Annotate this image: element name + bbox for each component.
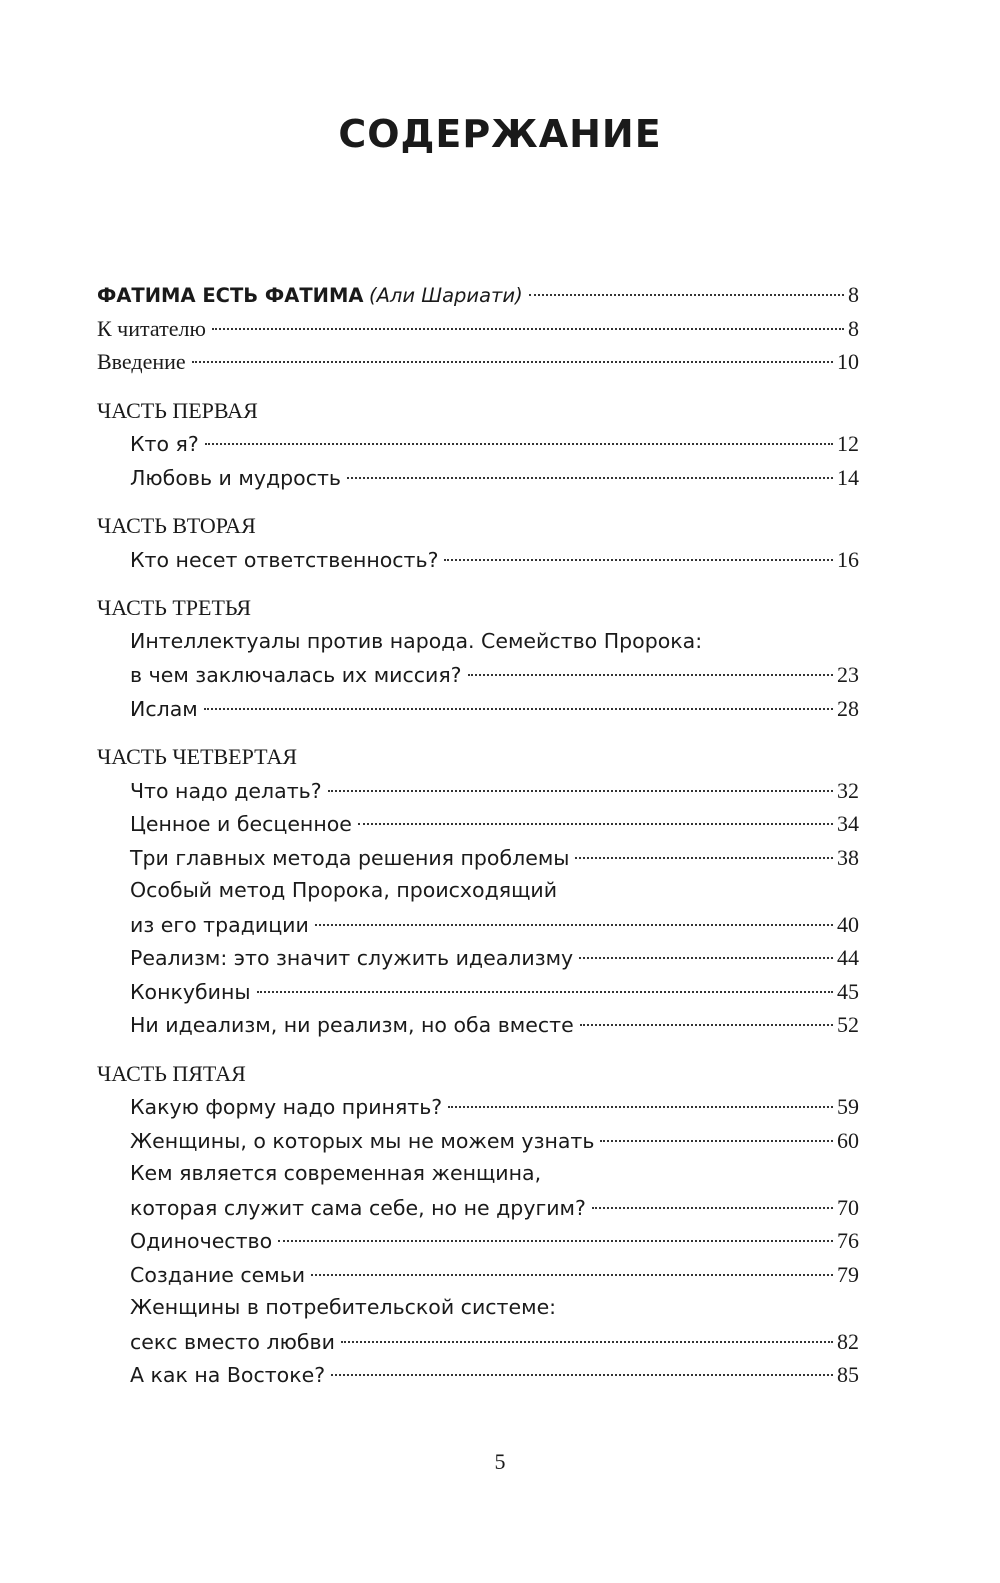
dot-leader — [204, 708, 833, 710]
toc-page-number: 82 — [837, 1328, 859, 1354]
toc-entry[interactable] — [97, 658, 859, 692]
toc-entry[interactable] — [97, 1325, 859, 1359]
toc-page-number: 79 — [837, 1261, 859, 1287]
toc-entry[interactable] — [97, 692, 859, 726]
toc-entry[interactable] — [97, 1008, 859, 1042]
toc-entry[interactable] — [97, 774, 859, 808]
part-heading: ЧАСТЬ ПЕРВАЯ — [97, 397, 258, 423]
toc-entry-title: К читателю — [97, 315, 206, 341]
toc-page-number: 38 — [837, 844, 859, 870]
toc-entry-title: в чем заключалась их миссия? — [130, 663, 462, 687]
toc-page-number: 44 — [837, 945, 859, 970]
toc-entry[interactable] — [97, 908, 859, 942]
toc-entry[interactable] — [97, 841, 859, 875]
toc-entry-title: Кто я? — [130, 432, 199, 456]
toc-entry-first-line[interactable]: Интеллектуалы против народа. Семейство Пророка: — [130, 628, 703, 653]
dot-leader — [358, 823, 833, 825]
part-heading: ЧАСТЬ ЧЕТВЕРТАЯ — [97, 744, 298, 769]
toc-entry[interactable] — [97, 1090, 859, 1124]
toc-entry-title: Какую форму надо принять? — [130, 1095, 443, 1119]
toc-entry-title: Что надо делать? — [130, 778, 322, 803]
toc-page-number: 8 — [848, 282, 859, 307]
toc-entry[interactable] — [97, 1258, 859, 1292]
toc-entry-to-reader[interactable] — [97, 312, 859, 346]
toc-entry[interactable] — [97, 941, 859, 975]
toc-entry-title: которая служит сама себе, но не другим? — [130, 1195, 586, 1220]
dot-leader — [328, 790, 833, 792]
toc-entry[interactable] — [97, 975, 859, 1009]
dot-leader — [257, 991, 833, 993]
part-heading: ЧАСТЬ ПЯТАЯ — [97, 1060, 246, 1086]
toc-entry-first-line[interactable]: Особый метод Пророка, происходящий — [130, 878, 558, 902]
toc-page-number: 14 — [837, 464, 859, 490]
table-of-contents — [97, 278, 859, 1392]
toc-page-number: 70 — [837, 1194, 859, 1220]
toc-entry-title: Реализм: это значит служить идеализму — [130, 946, 574, 970]
dot-leader — [600, 1140, 833, 1142]
toc-entry[interactable] — [97, 1358, 859, 1392]
toc-page-number: 59 — [837, 1094, 859, 1119]
toc-page-number: 85 — [837, 1362, 859, 1387]
dot-leader — [311, 1274, 833, 1276]
dot-leader — [575, 857, 833, 859]
part-heading: ЧАСТЬ ТРЕТЬЯ — [97, 595, 252, 620]
toc-entry[interactable] — [97, 1224, 859, 1258]
toc-entry-title: Ценное и бесценное — [130, 812, 352, 836]
toc-entry-first-line[interactable]: Кем является современная женщина, — [130, 1161, 542, 1185]
toc-page-number: 16 — [837, 546, 859, 572]
toc-entry[interactable] — [97, 807, 859, 841]
toc-page-number: 45 — [837, 978, 859, 1004]
toc-entry-title: Женщины, о которых мы не можем узнать — [130, 1128, 595, 1153]
page-title: СОДЕРЖАНИЕ — [338, 112, 662, 156]
dot-leader — [468, 674, 833, 676]
toc-entry-fatima[interactable] — [97, 278, 859, 312]
toc-entry[interactable] — [97, 427, 859, 461]
toc-entry[interactable] — [97, 543, 859, 577]
toc-entry[interactable] — [97, 1124, 859, 1158]
part-heading: ЧАСТЬ ВТОРАЯ — [97, 513, 256, 538]
toc-entry-title-bold: ФАТИМА ЕСТЬ ФАТИМА — [97, 284, 364, 307]
toc-page-number: 8 — [848, 315, 859, 341]
toc-page-number: 28 — [837, 695, 859, 721]
toc-page-number: 52 — [837, 1012, 859, 1037]
dot-leader — [341, 1341, 833, 1343]
toc-page-number: 34 — [837, 811, 859, 836]
toc-page-number: 10 — [837, 349, 859, 374]
toc-page-number: 12 — [837, 431, 859, 456]
toc-entry-title: Одиночество — [130, 1229, 273, 1253]
toc-entry[interactable] — [97, 1191, 859, 1225]
dot-leader — [444, 559, 833, 561]
toc-page-number: 76 — [837, 1228, 859, 1253]
toc-entry-title: секс вместо любви — [130, 1329, 335, 1354]
toc-entry-title: из его традиции — [130, 912, 309, 937]
dot-leader — [347, 477, 833, 479]
dot-leader — [205, 443, 833, 445]
dot-leader — [331, 1374, 833, 1376]
dot-leader — [315, 924, 833, 926]
toc-entry-author: (Али Шариати) — [368, 284, 523, 307]
toc-entry-title: Три главных метода решения проблемы — [130, 845, 570, 870]
toc-entry-introduction[interactable] — [97, 345, 859, 379]
dot-leader — [529, 294, 844, 296]
toc-entry-title: Конкубины — [130, 979, 251, 1004]
dot-leader — [448, 1106, 833, 1108]
toc-entry-title: Ислам — [130, 696, 198, 721]
toc-entry[interactable] — [97, 461, 859, 495]
toc-entry-title: Ни идеализм, ни реализм, но оба вместе — [130, 1013, 574, 1037]
dot-leader — [212, 328, 844, 330]
toc-page-number: 40 — [837, 911, 859, 937]
page-number: 5 — [494, 1449, 506, 1474]
toc-entry-title: Кто несет ответственность? — [130, 547, 439, 572]
toc-entry-title: А как на Востоке? — [130, 1363, 326, 1387]
dot-leader — [278, 1240, 833, 1242]
dot-leader — [580, 1024, 833, 1026]
dot-leader — [579, 957, 833, 959]
toc-entry-title: Любовь и мудрость — [130, 465, 341, 490]
toc-page-number: 23 — [837, 662, 859, 687]
toc-entry-title: Создание семьи — [130, 1262, 306, 1287]
toc-page-number: 60 — [837, 1127, 859, 1153]
toc-entry-title: Введение — [97, 349, 186, 374]
dot-leader — [192, 361, 833, 363]
toc-entry-first-line[interactable]: Женщины в потребительской системе: — [130, 1295, 557, 1319]
dot-leader — [592, 1207, 833, 1209]
toc-page-number: 32 — [837, 777, 859, 803]
